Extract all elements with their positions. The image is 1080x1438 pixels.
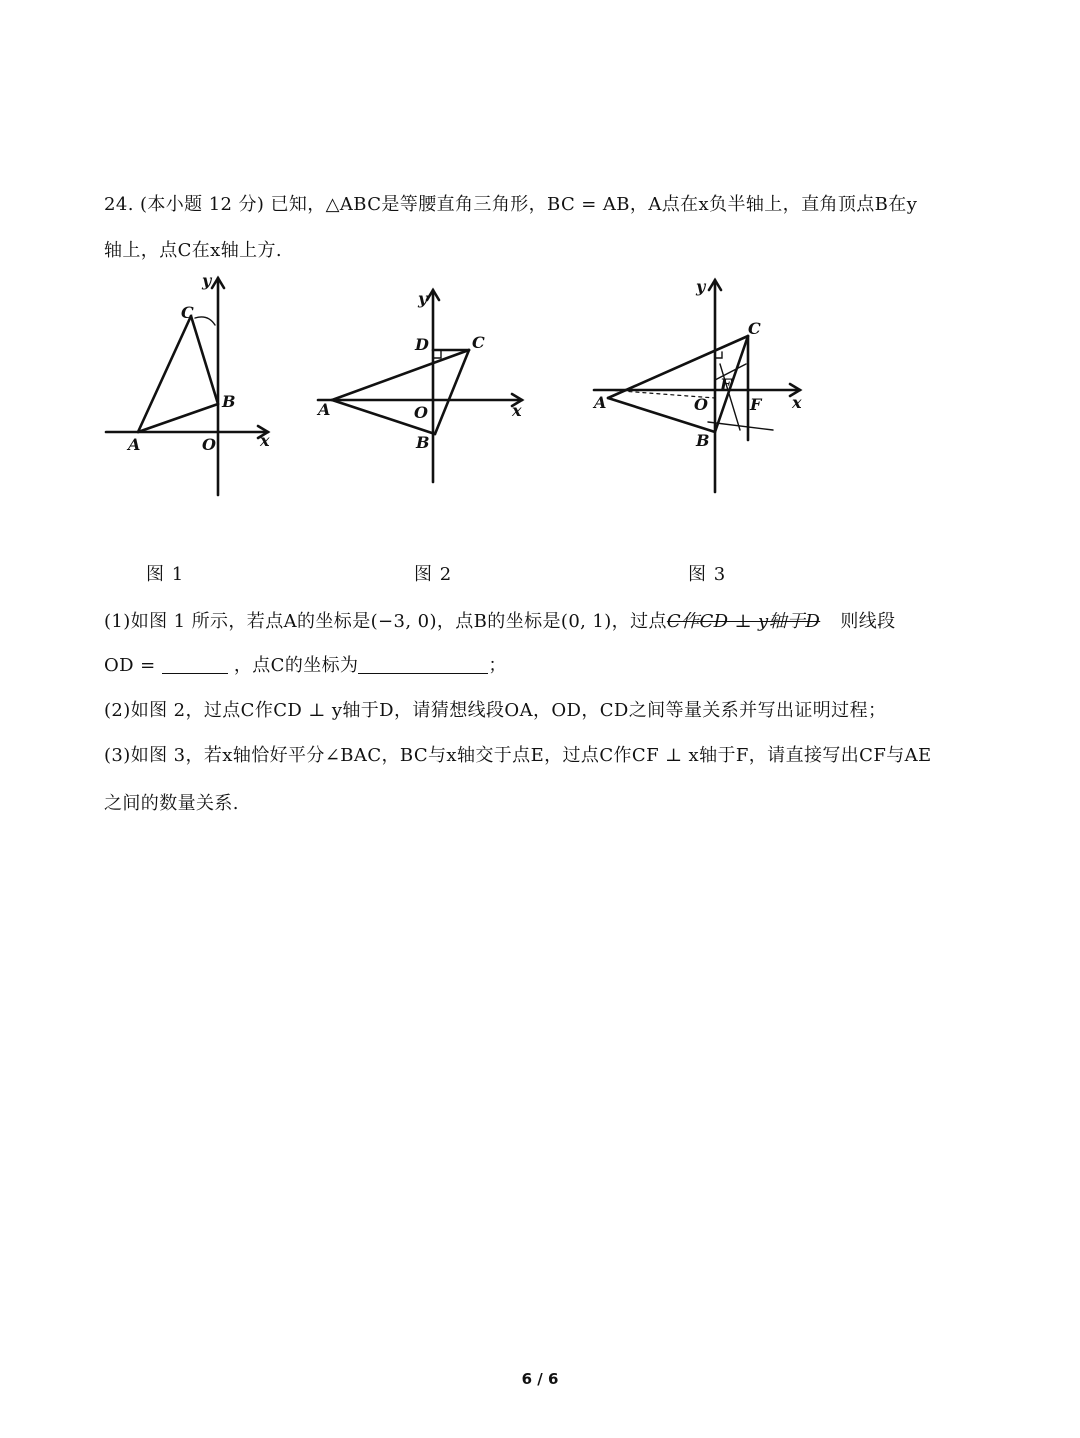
fig3-label-x: x [792,393,802,412]
question-1-text: (1)如图 1 所示，若点A的坐标是(−3, 0)，点B的坐标是(0, 1)，过点 [104,611,667,632]
question-1-od-label: OD = [104,655,156,676]
fig3-label-O: O [694,395,708,414]
page-number: 6 / 6 [521,1370,559,1388]
fig2-label-y: y [418,289,428,308]
fig2-label-B: B [416,433,430,452]
question-1-line-2 [104,651,507,677]
fig2-label-A: A [318,400,331,419]
fig2-segment-AC [332,350,469,400]
fig2-label-C: C [472,333,485,352]
fig3-label-F: F [750,395,762,414]
fig2-segment-CB [435,350,469,434]
fig1-label-x: x [260,431,270,450]
fig3-label-B: B [696,431,710,450]
question-1-end: ； [488,655,507,676]
fig2-label-D: D [415,335,429,354]
problem-statement-line-1: 24. (本小题 12 分) 已知，△ABC是等腰直角三角形，BC = AB，A点在x负半轴上，直角顶点B在y [104,194,918,215]
question-1-c-label: ，点C的坐标为 [233,655,359,676]
fig1-label-y: y [202,271,212,290]
fig3-helper-line-2 [720,364,740,430]
question-2: (2)如图 2，过点C作CD ⊥ y轴于D，请猜想线段OA，OD，CD之间等量关系并写出证明过程； [104,700,887,721]
fig2-label-x: x [512,401,522,420]
fig1-label-B: B [222,392,236,411]
fig1-label-O: O [202,435,216,454]
figure-3-caption: 图 3 [688,564,727,585]
question-1-struck-text: C作CD ⊥ y轴于D [666,611,821,632]
fig1-label-C: C [181,303,194,322]
fig1-segment-AC [138,316,191,432]
fig3-label-E: E [720,375,733,394]
question-3-line-1: (3)如图 3，若x轴恰好平分∠BAC，BC与x轴交于点E，过点C作CF ⊥ x轴于F，请直接写出CF与AE [104,745,932,766]
figure-3 [588,272,813,500]
figure-2-caption: 图 2 [414,564,453,585]
question-1-line-1 [104,607,896,633]
problem-statement-line-2: 轴上，点C在x轴上方. [104,240,283,261]
fig3-label-A: A [594,393,607,412]
fig1-segment-CB [191,316,218,404]
figure-2 [312,282,537,492]
od-answer-blank[interactable] [162,655,228,674]
fig1-pencil-mark [195,317,215,325]
question-1-text-tail: 则线段 [840,611,896,632]
fig3-label-C: C [748,319,761,338]
fig1-label-A: A [128,435,141,454]
c-coordinate-answer-blank[interactable] [358,655,488,674]
question-3-line-2: 之间的数量关系. [104,793,239,814]
fig2-label-O: O [414,403,428,422]
figure-1 [100,270,290,505]
figure-1-caption: 图 1 [146,564,185,585]
fig3-label-y: y [696,277,706,296]
